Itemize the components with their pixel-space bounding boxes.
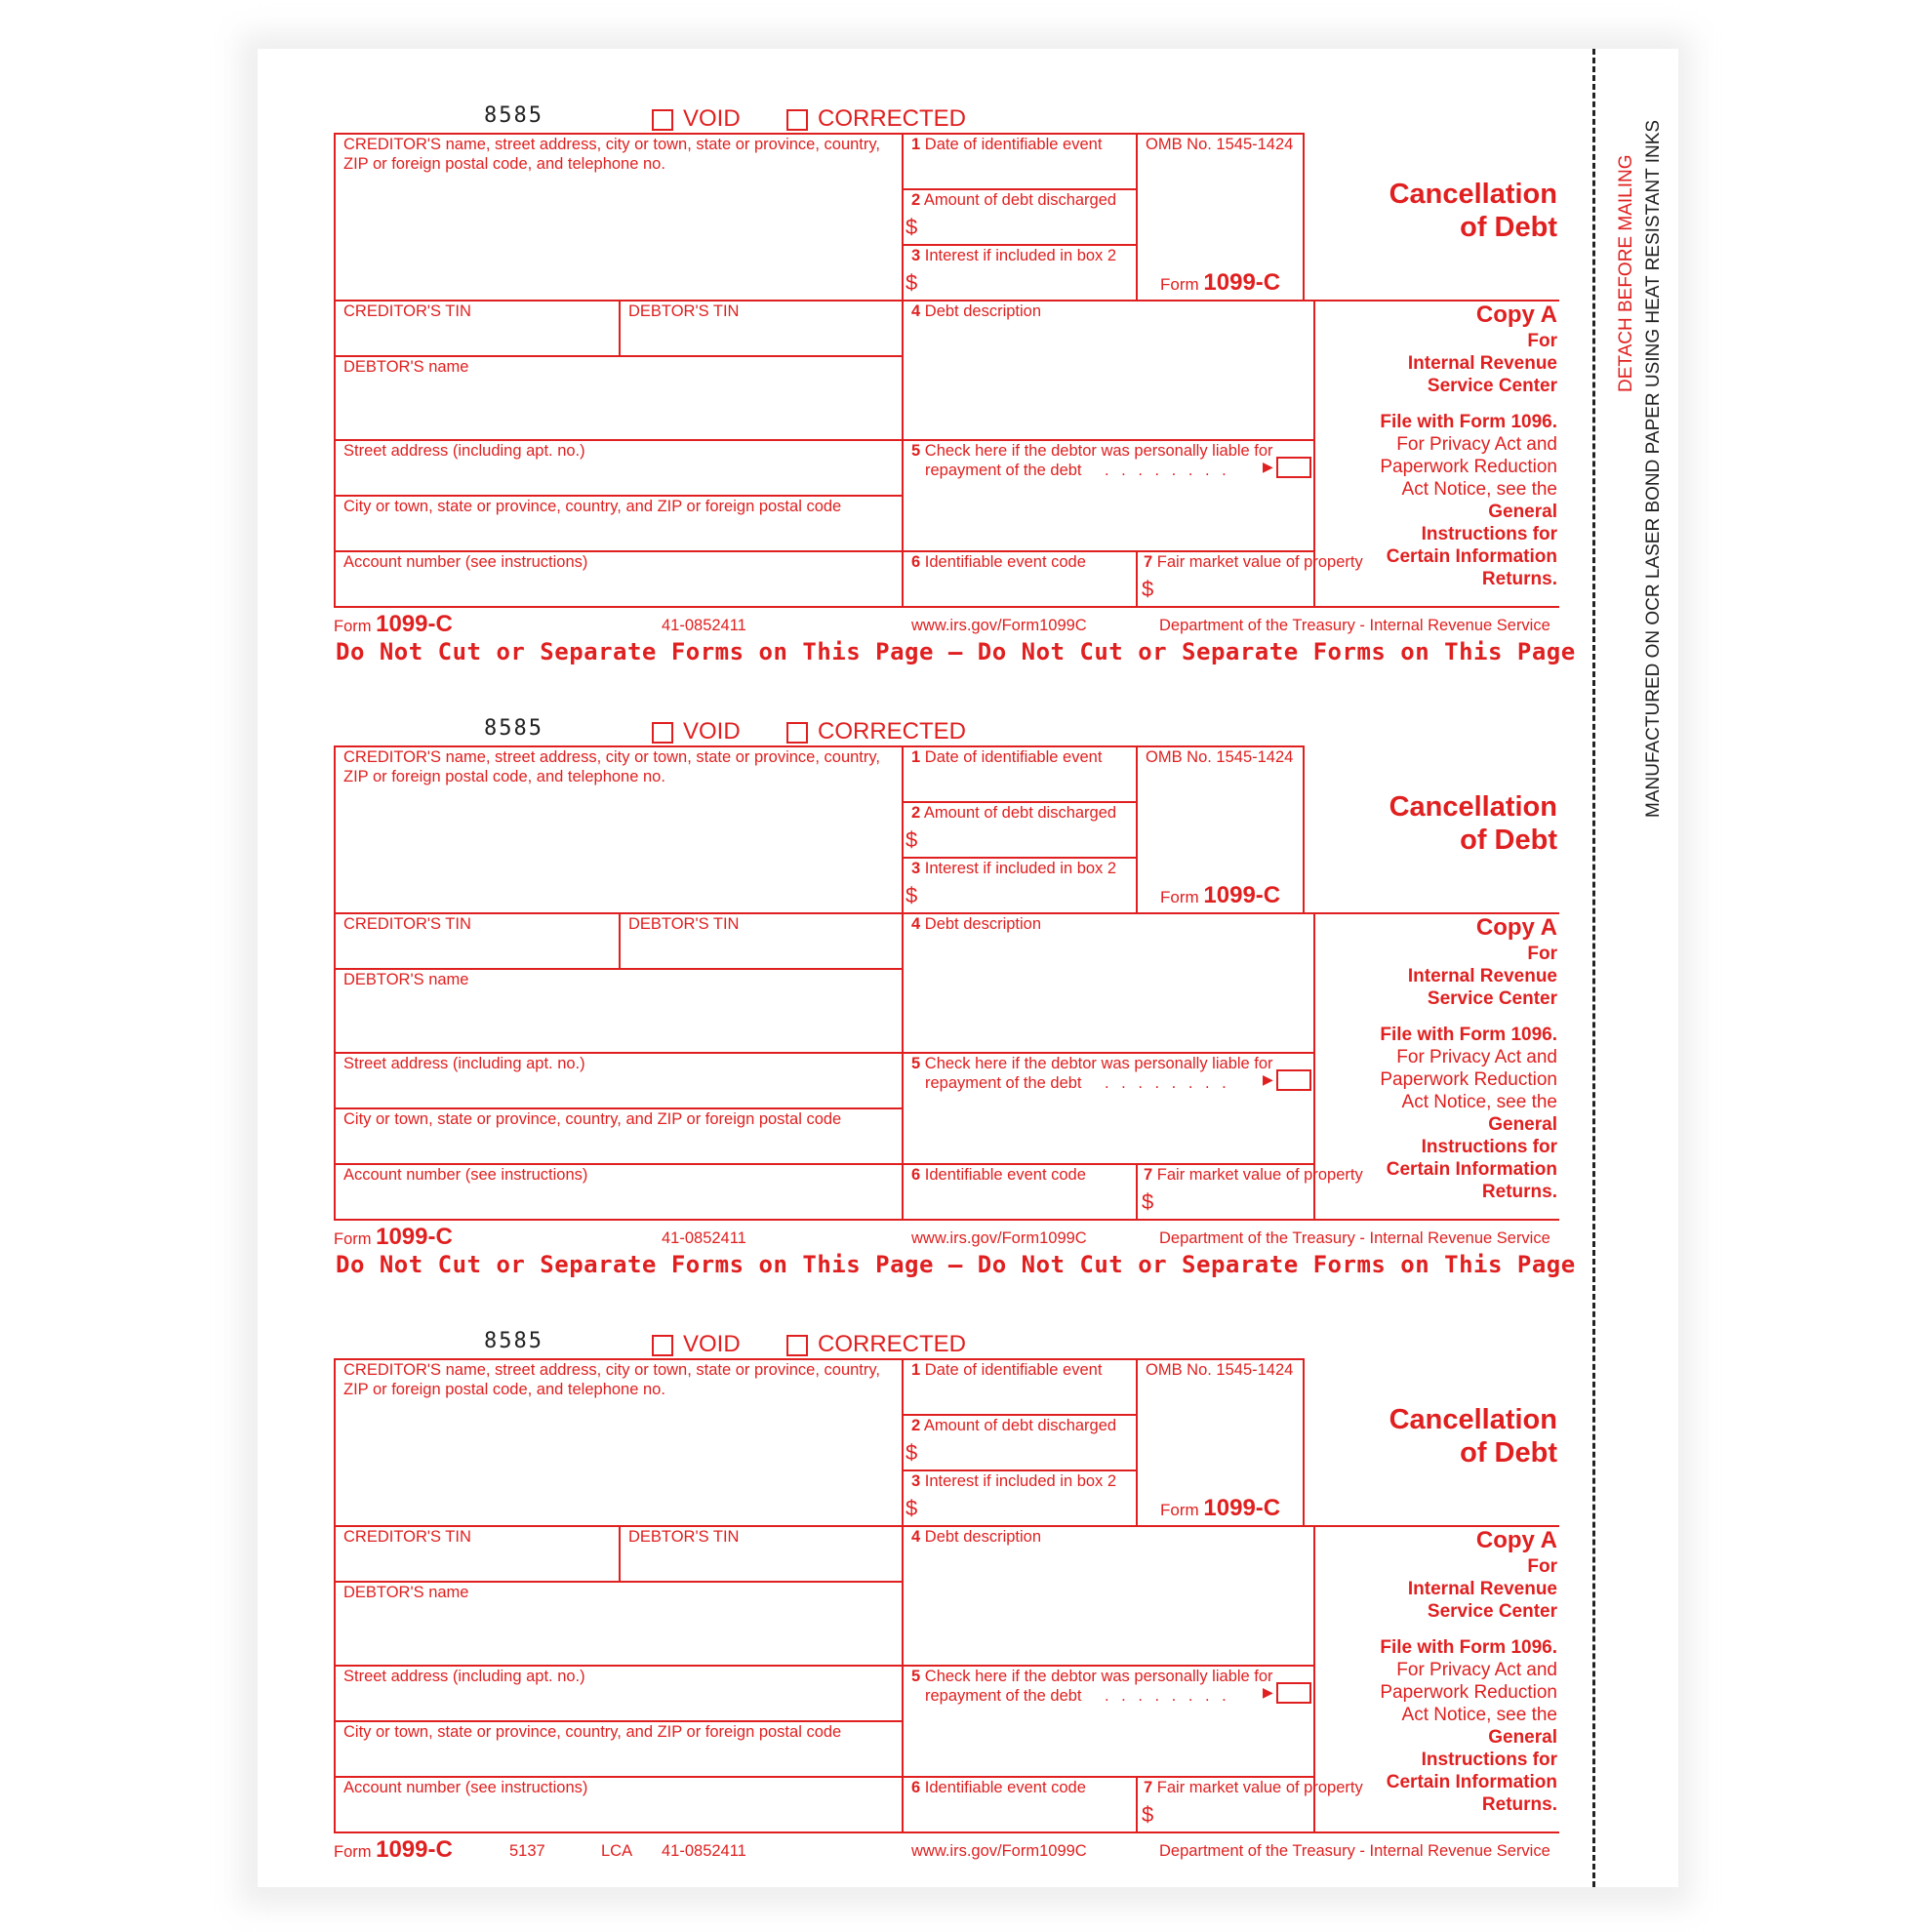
box5-label-2: repayment of the debt [925,1074,1082,1092]
box2-label: 2 Amount of debt discharged [911,804,1117,822]
void-checkbox[interactable] [652,109,673,131]
corrected-checkbox[interactable] [786,722,808,744]
creditor-name-label-2: ZIP or foreign postal code, and telephone no. [343,155,665,173]
footer-url: www.irs.gov/Form1099C [911,617,1087,634]
box7-dollar: $ [1142,1189,1154,1214]
box6-label: 6 Identifiable event code [911,553,1086,571]
street-label: Street address (including apt. no.) [343,1668,585,1685]
city-label: City or town, state or province, country, and ZIP or foreign postal code [343,498,842,515]
creditor-name-label: CREDITOR'S name, street address, city or town, state or province, country, [343,748,880,766]
arrow-icon: ▶ [1263,1684,1273,1700]
box4-label: 4 Debt description [911,1528,1042,1546]
box4-label: 4 Debt description [911,302,1042,320]
omb-number: OMB No. 1545-1424 [1146,748,1294,766]
debtor-tin-label: DEBTOR'S TIN [628,302,740,320]
footer-form-id: Form 1099-C [334,1224,453,1250]
copy-a-instructions: Copy A For Internal Revenue Service Center File with Form 1096. For Privacy Act and Paperwork Reduction Act Notice, see the General Instructions for Certain Information Returns. [1380,1527,1557,1815]
form-copy [258,49,1604,665]
box5-label-2: repayment of the debt [925,1687,1082,1705]
debtor-name-label: DEBTOR'S name [343,1584,469,1601]
box5-leader-dots: . . . . . . . . [1105,1074,1230,1092]
box5-leader-dots: . . . . . . . . [1105,462,1230,479]
form-id: Form 1099-C [1160,1495,1281,1521]
void-checkbox[interactable] [652,1335,673,1356]
box3-dollar: $ [906,883,918,907]
footer-form-id: Form 1099-C [334,611,453,637]
box3-label: 3 Interest if included in box 2 [911,1472,1117,1490]
box1-label: 1 Date of identifiable event [911,136,1103,153]
box1-label: 1 Date of identifiable event [911,1361,1103,1379]
box7-label: 7 Fair market value of property [1144,1779,1363,1796]
corrected-label: CORRECTED [818,1331,967,1357]
box5-leader-dots: . . . . . . . . [1105,1687,1230,1705]
box5-checkbox[interactable] [1276,457,1311,478]
footer-ein: 41-0852411 [662,1229,746,1247]
perforation-line [1592,49,1595,1887]
form-sheet [258,49,1678,1887]
arrow-icon: ▶ [1263,1071,1273,1087]
box6-label: 6 Identifiable event code [911,1166,1086,1184]
corrected-checkbox[interactable] [786,109,808,131]
form-copy [258,1274,1604,1863]
footer-url: www.irs.gov/Form1099C [911,1842,1087,1860]
debtor-name-label: DEBTOR'S name [343,971,469,988]
do-not-cut-warning: Do Not Cut or Separate Forms on This Page — Do Not Cut or Separate Forms on This Page [336,1251,1576,1278]
box7-label: 7 Fair market value of property [1144,1166,1363,1184]
city-label: City or town, state or province, country, and ZIP or foreign postal code [343,1110,842,1128]
box5-checkbox[interactable] [1276,1069,1311,1091]
account-label: Account number (see instructions) [343,1166,588,1184]
box3-label: 3 Interest if included in box 2 [911,860,1117,877]
box4-label: 4 Debt description [911,915,1042,933]
corrected-checkbox[interactable] [786,1335,808,1356]
footer-lca: LCA [601,1842,633,1860]
box7-dollar: $ [1142,577,1154,601]
footer-ein: 41-0852411 [662,1842,746,1860]
void-checkbox[interactable] [652,722,673,744]
debtor-name-label: DEBTOR'S name [343,358,469,376]
debtor-tin-label: DEBTOR'S TIN [628,1528,740,1546]
account-label: Account number (see instructions) [343,553,588,571]
form-id: Form 1099-C [1160,882,1281,908]
corrected-label: CORRECTED [818,105,967,132]
copy-a-instructions: Copy A For Internal Revenue Service Center File with Form 1096. For Privacy Act and Paperwork Reduction Act Notice, see the General Instructions for Certain Information Returns. [1380,302,1557,589]
footer-department: Department of the Treasury - Internal Revenue Service [1159,1842,1550,1860]
box3-dollar: $ [906,1496,918,1520]
street-label: Street address (including apt. no.) [343,442,585,460]
box5-checkbox[interactable] [1276,1682,1311,1704]
footer-department: Department of the Treasury - Internal Revenue Service [1159,1229,1550,1247]
serial-number: 8585 [484,1329,543,1353]
creditor-name-label: CREDITOR'S name, street address, city or town, state or province, country, [343,136,880,153]
void-label: VOID [683,1331,741,1357]
footer-ein: 41-0852411 [662,617,746,634]
box5-label-2: repayment of the debt [925,462,1082,479]
corrected-label: CORRECTED [818,718,967,745]
serial-number: 8585 [484,716,543,741]
creditor-tin-label: CREDITOR'S TIN [343,915,471,933]
creditor-name-label-2: ZIP or foreign postal code, and telephone no. [343,768,665,785]
street-label: Street address (including apt. no.) [343,1055,585,1072]
debtor-tin-label: DEBTOR'S TIN [628,915,740,933]
creditor-name-label: CREDITOR'S name, street address, city or town, state or province, country, [343,1361,880,1379]
paper-notice: MANUFACTURED ON OCR LASER BOND PAPER USING HEAT RESISTANT INKS [1643,119,1664,818]
footer-form-id: Form 1099-C [334,1836,453,1863]
box2-label: 2 Amount of debt discharged [911,191,1117,209]
creditor-tin-label: CREDITOR'S TIN [343,1528,471,1546]
form-title: Cancellation of Debt [1389,1404,1557,1469]
box6-label: 6 Identifiable event code [911,1779,1086,1796]
box2-dollar: $ [906,1440,918,1465]
form-id: Form 1099-C [1160,269,1281,296]
box3-label: 3 Interest if included in box 2 [911,247,1117,264]
omb-number: OMB No. 1545-1424 [1146,1361,1294,1379]
box5-label: 5 Check here if the debtor was personally liable for [911,1055,1273,1072]
omb-number: OMB No. 1545-1424 [1146,136,1294,153]
footer-5137: 5137 [509,1842,545,1860]
creditor-name-label-2: ZIP or foreign postal code, and telephone no. [343,1381,665,1398]
box7-dollar: $ [1142,1802,1154,1827]
account-label: Account number (see instructions) [343,1779,588,1796]
box2-label: 2 Amount of debt discharged [911,1417,1117,1434]
box1-label: 1 Date of identifiable event [911,748,1103,766]
box7-label: 7 Fair market value of property [1144,553,1363,571]
form-title: Cancellation of Debt [1389,791,1557,856]
arrow-icon: ▶ [1263,459,1273,474]
box2-dollar: $ [906,215,918,239]
box3-dollar: $ [906,270,918,295]
form-title: Cancellation of Debt [1389,179,1557,243]
city-label: City or town, state or province, country, and ZIP or foreign postal code [343,1723,842,1741]
void-label: VOID [683,718,741,745]
footer-url: www.irs.gov/Form1099C [911,1229,1087,1247]
footer-department: Department of the Treasury - Internal Revenue Service [1159,617,1550,634]
copy-a-instructions: Copy A For Internal Revenue Service Center File with Form 1096. For Privacy Act and Paperwork Reduction Act Notice, see the General Instructions for Certain Information Returns. [1380,914,1557,1202]
box5-label: 5 Check here if the debtor was personally liable for [911,1668,1273,1685]
void-label: VOID [683,105,741,132]
form-copy [258,662,1604,1278]
creditor-tin-label: CREDITOR'S TIN [343,302,471,320]
box5-label: 5 Check here if the debtor was personally liable for [911,442,1273,460]
box2-dollar: $ [906,827,918,852]
serial-number: 8585 [484,103,543,128]
do-not-cut-warning: Do Not Cut or Separate Forms on This Page — Do Not Cut or Separate Forms on This Page [336,638,1576,665]
detach-notice: DETACH BEFORE MAILING [1616,154,1636,392]
